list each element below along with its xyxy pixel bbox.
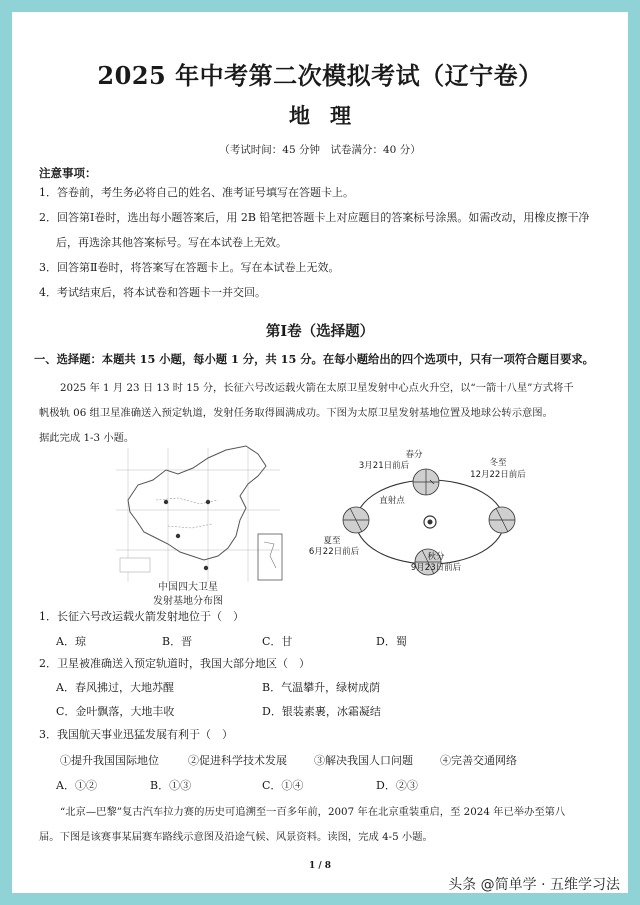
autumn-label: 秋分 <box>427 552 445 562</box>
exam-paper <box>12 12 628 893</box>
note-item-2: 2．回答第Ⅰ卷时，选出每小题答案后，用 2B 铅笔把答题卡上对应题目的答案标号涂黑。如需改动，用橡皮擦干净 <box>39 211 590 224</box>
question-2-option-c: C．金叶飘落，大地丰收 <box>56 705 175 718</box>
subject-title: 地理 <box>289 103 371 128</box>
autumn-date: 9月23日前后 <box>410 563 462 573</box>
watermark-text: 头条 @简单学 · 五维学习法 <box>448 877 620 893</box>
question-3-statement-1: ①提升我国国际地位 <box>60 754 159 767</box>
summer-label: 夏至 <box>323 536 341 546</box>
summer-date: 6月22日前后 <box>308 547 360 557</box>
note-item-1: 1．答卷前，考生务必将自己的姓名、准考证号填写在答题卡上。 <box>39 186 354 199</box>
part-title: 第Ⅰ卷（选择题） <box>265 323 375 340</box>
question-3-option-b: B．①③ <box>150 779 192 792</box>
china-launch-sites-map <box>108 440 288 590</box>
passage-line-1: “北京—巴黎”复古汽车拉力赛的历史可追溯至一百多年前，2007 年在北京重装重启，至 2024 年已举办至第八 <box>60 806 566 818</box>
subsolar-label: 直射点 <box>379 496 405 506</box>
notes-title: 注意事项： <box>39 166 97 180</box>
launch-site-marker <box>206 500 210 504</box>
question-3-option-d: D．②③ <box>376 779 418 792</box>
question-1-option-a: A．琼 <box>56 635 86 648</box>
question-3-stem: 3．我国航天事业迅猛发展有利于（ ） <box>39 728 233 741</box>
question-3-option-a: A．①② <box>56 779 97 792</box>
question-2-option-a: A．春风拂过，大地苏醒 <box>56 681 174 694</box>
note-item-2-continued: 后，再选涂其他答案标号。写在本试卷上无效。 <box>56 236 287 249</box>
question-2-option-d: D．银装素裹，冰霜凝结 <box>262 705 381 718</box>
passage-line-2: 届。下图是该赛事某届赛车路线示意图及沿途气候、风景资料。读图，完成 4-5 小题。 <box>39 831 433 843</box>
exam-info: （考试时间：45 分钟 试卷满分：40 分） <box>219 144 421 156</box>
question-3-option-c: C．①④ <box>262 779 304 792</box>
intro-line-1: 2025 年 1 月 23 日 13 时 15 分，长征六号改运载火箭在太原卫星发射中心点火升空，以“一箭十八星”方式将千 <box>60 382 574 394</box>
china-map-graphic <box>108 440 288 590</box>
map-caption-line-1: 中国四大卫星 <box>158 582 218 593</box>
question-3-statement-3: ③解决我国人口问题 <box>314 754 413 767</box>
question-1-option-c: C．甘 <box>262 635 293 648</box>
intro-line-2: 帆极轨 06 组卫星准确送入预定轨道，发射任务取得圆满成功。下图为太原卫星发射基地位置及地球公转示意图。 <box>39 407 553 419</box>
section-heading: 一、选择题：本题共 15 小题，每小题 1 分，共 15 分。在每小题给出的四个选项中，只有一项符合题目要求。 <box>34 352 594 366</box>
question-1-option-b: B．晋 <box>162 635 193 648</box>
map-caption-line-2: 发射基地分布图 <box>153 596 223 607</box>
question-2-stem: 2．卫星被准确送入预定轨道时，我国大部分地区（ ） <box>39 657 310 670</box>
intro-line-3: 据此完成 1-3 小题。 <box>39 432 135 444</box>
question-2-option-b: B．气温攀升，绿树成荫 <box>262 681 381 694</box>
winter-date: 12月22日前后 <box>470 470 526 480</box>
note-item-3: 3．回答第Ⅱ卷时，将答案写在答题卡上。写在本试卷上无效。 <box>39 261 340 274</box>
winter-label: 冬至 <box>489 458 507 468</box>
question-1-stem: 1．长征六号改运载火箭发射地位于（ ） <box>39 610 244 623</box>
question-3-statement-2: ②促进科学技术发展 <box>188 754 287 767</box>
page-number: 1 / 8 <box>308 861 332 871</box>
question-3-statement-4: ④完善交通网络 <box>440 754 517 767</box>
exam-title: 2025 年中考第二次模拟考试（辽宁卷） <box>97 61 543 90</box>
launch-site-marker <box>164 500 168 504</box>
launch-site-marker <box>204 566 208 570</box>
question-1-option-d: D．蜀 <box>376 635 407 648</box>
spring-date: 3月21日前后 <box>358 461 410 471</box>
spring-label: 春分 <box>405 450 423 460</box>
note-item-4: 4．考试结束后，将本试卷和答题卡一并交回。 <box>39 286 266 299</box>
launch-site-marker <box>176 534 180 538</box>
